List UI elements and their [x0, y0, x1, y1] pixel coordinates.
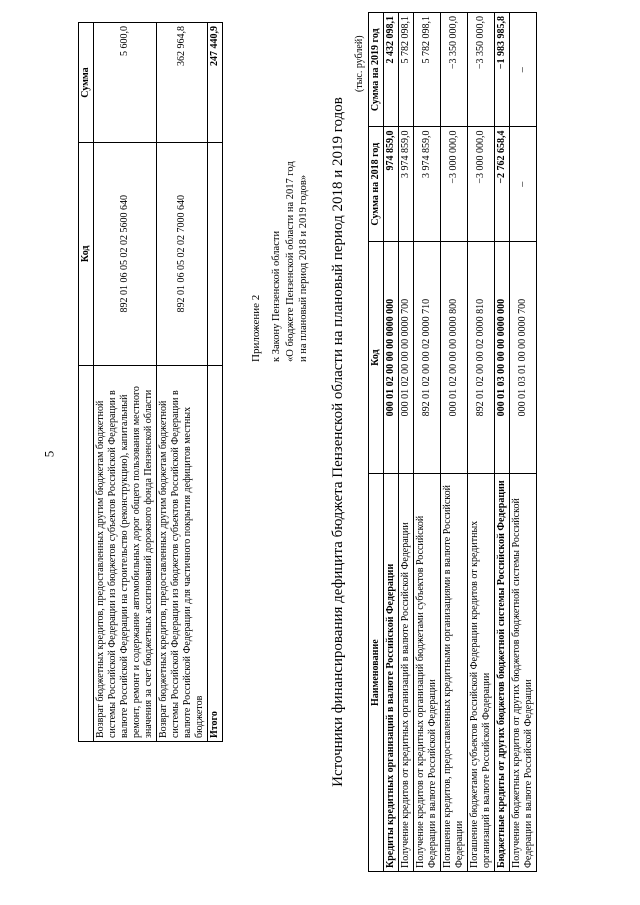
row-name: Погашение бюджетами субъектов Российской Федерации кредитов от кредитных организаций в валюте Российской Федерации — [468, 474, 495, 872]
row-name: Бюджетные кредиты от других бюджетов бюджетной системы Российской Федерации — [495, 474, 510, 872]
row-sum-2018: 3 974 859,0 — [399, 127, 414, 241]
row-sum-2018: – — [510, 127, 537, 241]
rotated-page — [40, 12, 600, 892]
total-code — [208, 143, 223, 366]
table-row — [384, 13, 399, 872]
row-code: 892 01 06 05 02 02 7000 640 — [157, 143, 208, 366]
row-sum-2018: −3 000 000,0 — [468, 127, 495, 241]
row-sum-2019: 2 432 098,1 — [384, 13, 399, 127]
table-header-row — [369, 13, 384, 872]
row-name: Возврат бюджетных кредитов, предоставленных другим бюджетам бюджетной системы Российской Федерации из бюджетов субъектов Российской Федерации в валюте Российской Федерации для частичного покрытия дефицитов местных бюджетов — [157, 365, 208, 741]
header-sum-2019: Сумма на 2019 год — [369, 13, 384, 127]
table-row — [441, 13, 468, 872]
document-heading: Источники финансирования дефицита бюджета Пензенской области на плановый период 2018 и 2019 годов — [330, 97, 346, 787]
header-code: Код — [369, 241, 384, 473]
header-sum: Сумма — [79, 23, 94, 143]
table-row — [468, 13, 495, 872]
table-row — [495, 13, 510, 872]
row-sum-2019: −1 983 985,8 — [495, 13, 510, 127]
row-code: 000 01 03 00 00 00 0000 000 — [495, 241, 510, 473]
page-number: 5 — [41, 450, 57, 458]
row-sum-2019: – — [510, 13, 537, 127]
row-sum-2018: 3 974 859,0 — [414, 127, 441, 241]
row-name: Кредиты кредитных организаций в валюте Российской Федерации — [384, 474, 399, 872]
header-name — [79, 365, 94, 741]
header-code: Код — [79, 143, 94, 366]
top-table — [78, 22, 223, 742]
total-row — [208, 23, 223, 742]
row-code: 000 01 02 00 00 00 0000 000 — [384, 241, 399, 473]
row-sum-2018: −2 762 658,4 — [495, 127, 510, 241]
row-name: Возврат бюджетных кредитов, предоставленных другим бюджетам бюджетной системы Российской Федерации из бюджетов субъектов Российской Федерации в валюте Российской Федерации на строительство (реконструкцию), капитальный ремонт, ремонт и содержание автомобильных дорог общего пользования местного значения за счет бюджетных ассигнований дорожного фонда Пензенской области — [94, 365, 157, 741]
total-label: Итого — [208, 365, 223, 741]
row-code: 892 01 02 00 00 02 0000 710 — [414, 241, 441, 473]
law-line: «О бюджете Пензенской области на 2017 год — [284, 161, 296, 362]
row-code: 000 01 03 01 00 00 0000 700 — [510, 241, 537, 473]
table-row — [399, 13, 414, 872]
unit-label: (тыс. рублей) — [354, 35, 365, 92]
row-name: Получение бюджетных кредитов от других бюджетов бюджетной системы Российской Федерации в валюте Российской Федерации — [510, 474, 537, 872]
table-header-row — [79, 23, 94, 742]
row-sum-2019: 5 782 098,1 — [399, 13, 414, 127]
header-sum-2018: Сумма на 2018 год — [369, 127, 384, 241]
appendix-title: Приложение 2 — [250, 294, 262, 362]
row-name: Получение кредитов от кредитных организаций бюджетами субъектов Российской Федерации в валюте Российской Федерации — [414, 474, 441, 872]
row-sum-2018: 974 859,0 — [384, 127, 399, 241]
row-code: 000 01 02 00 00 00 0000 700 — [399, 241, 414, 473]
table-row — [510, 13, 537, 872]
row-sum-2019: −3 350 000,0 — [441, 13, 468, 127]
row-code: 892 01 02 00 00 02 0000 810 — [468, 241, 495, 473]
row-name: Получение кредитов от кредитных организаций в валюте Российской Федерации — [399, 474, 414, 872]
row-sum: 362 964,8 — [157, 23, 208, 143]
row-sum-2018: −3 000 000,0 — [441, 127, 468, 241]
row-code: 000 01 02 00 00 00 0000 800 — [441, 241, 468, 473]
law-line: к Закону Пензенской области — [271, 230, 282, 362]
row-sum: 5 600,0 — [94, 23, 157, 143]
header-name: Наименование — [369, 474, 384, 872]
law-line: и на плановый период 2018 и 2019 годов» — [298, 174, 310, 362]
row-name: Погашение кредитов, предоставленных кредитными организациями в валюте Российской Федерации — [441, 474, 468, 872]
row-sum-2019: −3 350 000,0 — [468, 13, 495, 127]
table-row — [414, 13, 441, 872]
table-row — [94, 23, 157, 742]
main-table — [368, 12, 537, 872]
row-code: 892 01 06 05 02 02 5600 640 — [94, 143, 157, 366]
row-sum-2019: 5 782 098,1 — [414, 13, 441, 127]
law-reference — [270, 32, 311, 362]
total-sum: 247 440,9 — [208, 23, 223, 143]
table-row — [157, 23, 208, 742]
